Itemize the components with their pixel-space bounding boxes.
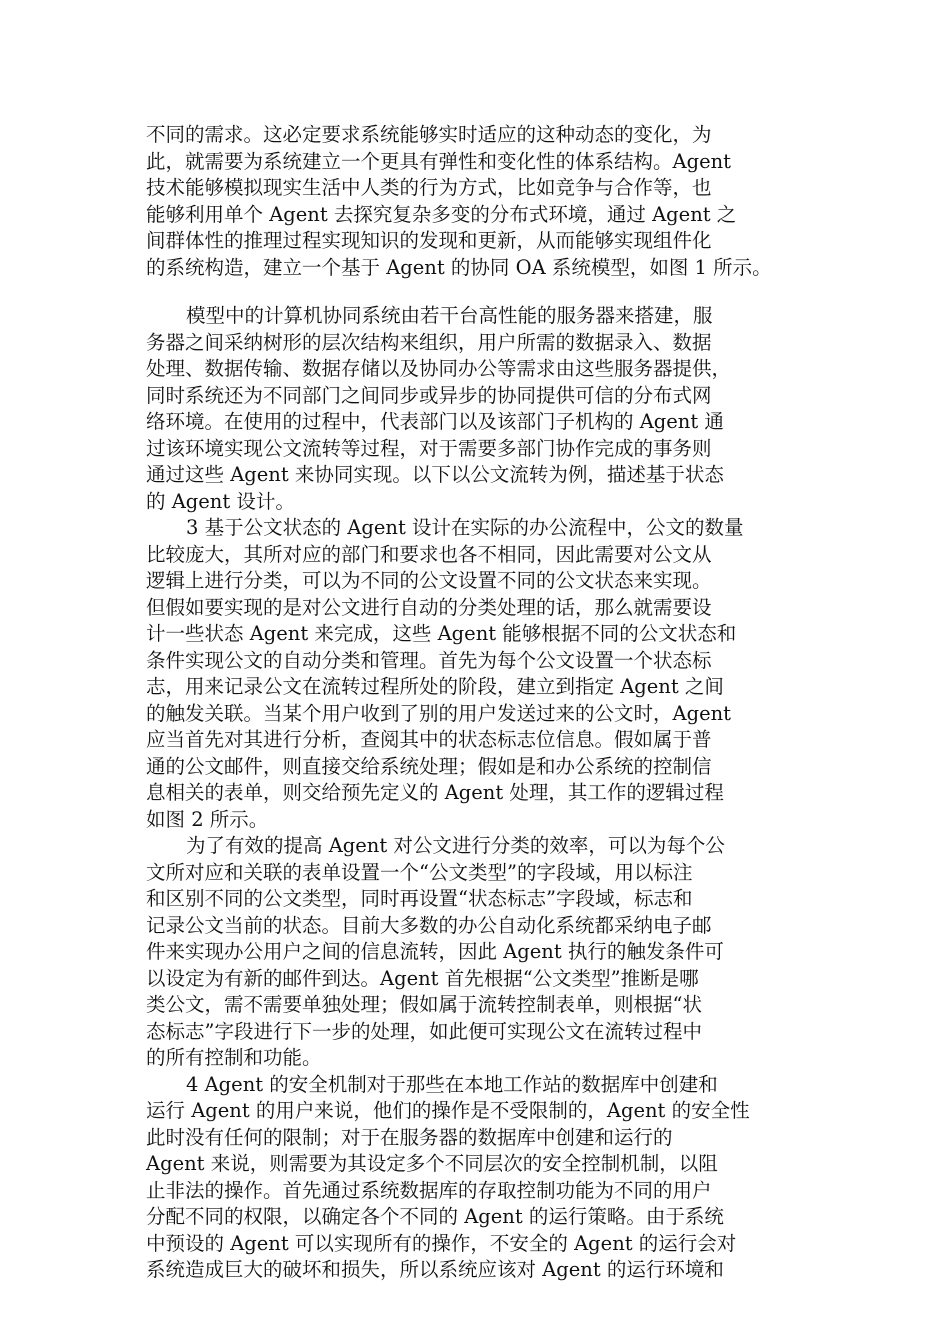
text-line: 分配不同的权限，以确定各个不同的 Agent 的运行策略。由于系统 [146, 1205, 724, 1228]
text-line: 系统造成巨大的破坏和损失，所以系统应该对 Agent 的运行环境和 [146, 1258, 724, 1281]
text-line: 过该环境实现公文流转等过程，对于需要多部门协作完成的事务则 [146, 436, 712, 460]
text-line: 的 Agent 设计。 [146, 489, 295, 513]
text-line: 和区别不同的公文类型，同时再设置“状态标志”字段域，标志和 [146, 887, 693, 910]
text-line: 应当首先对其进行分析，查阅其中的状态标志位信息。假如属于普 [146, 728, 712, 751]
text-line: 息相关的表单，则交给预先定义的 Agent 处理，其工作的逻辑过程 [146, 781, 724, 804]
text-line: 络环境。在使用的过程中，代表部门以及该部门子机构的 Agent 通 [146, 410, 724, 433]
text-line: 能够利用单个 Agent 去探究复杂多变的分布式环境，通过 Agent 之 [146, 202, 737, 226]
text-line: Agent 来说，则需要为其设定多个不同层次的安全控制机制，以阻 [146, 1152, 718, 1175]
text-line: 逻辑上进行分类，可以为不同的公文设置不同的公文状态来实现。 [146, 569, 712, 592]
text-line: 此，就需要为系统建立一个更具有弹性和变化性的体系结构。Agent [146, 149, 732, 173]
text-line: 通过这些 Agent 来协同实现。以下以公文流转为例，描述基于状态 [146, 463, 724, 486]
text-line: 文所对应和关联的表单设置一个“公文类型”的字段域，用以标注 [146, 860, 693, 884]
paragraph-gap [146, 281, 806, 303]
text-line: 计一些状态 Agent 来完成，这些 Agent 能够根据不同的公文状态和 [146, 622, 737, 645]
text-line: 3 基于公文状态的 Agent 设计在实际的办公流程中，公文的数量 [186, 516, 744, 539]
text-line: 为了有效的提高 Agent 对公文进行分类的效率，可以为每个公 [186, 834, 725, 857]
text-line: 处理、数据传输、数据存储以及协同办公等需求由这些服务器提供， [146, 357, 732, 380]
text-line: 条件实现公文的自动分类和管理。首先为每个公文设置一个状态标 [146, 648, 712, 672]
text-line: 的所有控制和功能。 [146, 1046, 322, 1069]
paragraph-5 [146, 1072, 806, 1284]
text-line: 如图 2 所示。 [146, 807, 269, 831]
text-line: 不同的需求。这必定要求系统能够实时适应的这种动态的变化，为 [146, 123, 712, 146]
text-line: 但假如要实现的是对公文进行自动的分类处理的话，那么就需要设 [146, 595, 712, 619]
document-page [146, 122, 806, 1284]
text-line: 止非法的操作。首先通过系统数据库的存取控制功能为不同的用户 [146, 1178, 712, 1202]
text-line: 务器之间采纳树形的层次结构来组织，用户所需的数据录入、数据 [146, 330, 712, 354]
text-line: 的触发关联。当某个用户收到了别的用户发送过来的公文时，Agent [146, 701, 732, 725]
text-line: 运行 Agent 的用户来说，他们的操作是不受限制的，Agent 的安全性 [146, 1099, 750, 1122]
text-line: 件来实现办公用户之间的信息流转，因此 Agent 执行的触发条件可 [146, 940, 724, 963]
paragraph-4 [146, 833, 806, 1072]
paragraph-2 [146, 303, 806, 515]
text-line: 模型中的计算机协同系统由若干台高性能的服务器来搭建，服 [186, 304, 713, 327]
text-line: 志，用来记录公文在流转过程所处的阶段，建立到指定 Agent 之间 [146, 675, 724, 698]
text-line: 通的公文邮件，则直接交给系统处理；假如是和办公系统的控制信 [146, 754, 712, 778]
text-line: 比较庞大，其所对应的部门和要求也各不相同，因此需要对公文从 [146, 542, 712, 566]
paragraph-3 [146, 515, 806, 833]
text-line: 技术能够模拟现实生活中人类的行为方式，比如竞争与合作等，也 [146, 176, 712, 199]
text-line: 的系统构造，建立一个基于 Agent 的协同 OA 系统模型，如图 1 所示。 [146, 255, 772, 279]
text-line: 4 Agent 的安全机制对于那些在本地工作站的数据库中创建和 [186, 1072, 718, 1096]
text-line: 间群体性的推理过程实现知识的发现和更新，从而能够实现组件化 [146, 229, 712, 252]
text-line: 记录公文当前的状态。目前大多数的办公自动化系统都采纳电子邮 [146, 913, 712, 937]
paragraph-1 [146, 122, 806, 281]
text-line: 此时没有任何的限制；对于在服务器的数据库中创建和运行的 [146, 1125, 673, 1149]
text-line: 中预设的 Agent 可以实现所有的操作，不安全的 Agent 的运行会对 [146, 1231, 737, 1255]
text-line: 类公文，需不需要单独处理；假如属于流转控制表单，则根据“状 [146, 993, 702, 1016]
text-line: 以设定为有新的邮件到达。Agent 首先根据“公文类型”推断是哪 [146, 966, 699, 990]
text-line: 态标志”字段进行下一步的处理，如此便可实现公文在流转过程中 [146, 1019, 702, 1043]
text-line: 同时系统还为不同部门之间同步或异步的协同提供可信的分布式网 [146, 383, 712, 407]
